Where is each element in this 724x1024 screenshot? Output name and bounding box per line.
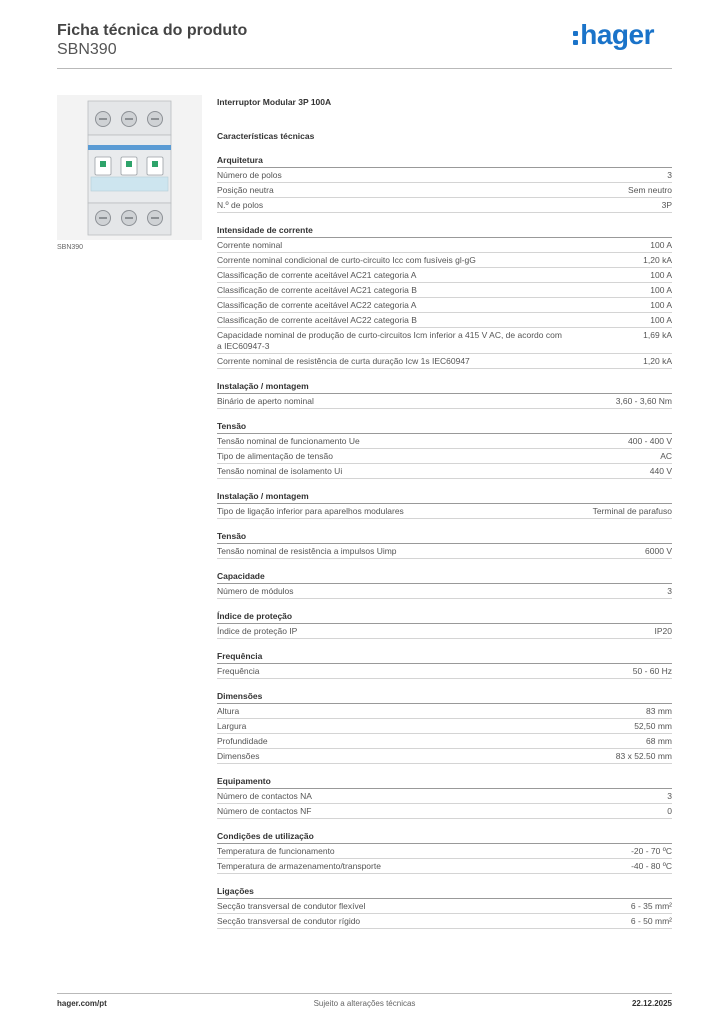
spec-section bbox=[217, 690, 672, 764]
spec-label: Secção transversal de condutor flexível bbox=[217, 901, 366, 911]
spec-label: Tipo de alimentação de tensão bbox=[217, 451, 333, 461]
spec-value: 1,69 kA bbox=[643, 330, 672, 340]
footer-url[interactable]: hager.com/pt bbox=[57, 999, 107, 1008]
spec-label: N.º de polos bbox=[217, 200, 264, 210]
spec-section bbox=[217, 570, 672, 599]
spec-value: 50 - 60 Hz bbox=[632, 666, 672, 676]
spec-label: Capacidade nominal de produção de curto-circuitos Icm inferior a 415 V AC, de acordo com a IEC60947-3 bbox=[217, 330, 562, 351]
spec-row bbox=[217, 464, 672, 479]
spec-label: Índice de proteção IP bbox=[217, 626, 298, 636]
section-title: Índice de proteção bbox=[217, 610, 672, 624]
spec-value: Terminal de parafuso bbox=[592, 506, 672, 516]
spec-value: 100 A bbox=[650, 270, 672, 280]
spec-row bbox=[217, 789, 672, 804]
spec-row bbox=[217, 434, 672, 449]
spec-row bbox=[217, 504, 672, 519]
footer-date: 22.12.2025 bbox=[631, 999, 672, 1008]
spec-section bbox=[217, 830, 672, 874]
page-footer bbox=[57, 993, 672, 1014]
spec-value: -40 - 80 ºC bbox=[631, 861, 672, 871]
spec-row bbox=[217, 313, 672, 328]
tech-heading: Características técnicas bbox=[217, 131, 315, 141]
spec-value: 3 bbox=[667, 586, 672, 596]
product-name: Interruptor Modular 3P 100A bbox=[217, 97, 332, 107]
spec-value: AC bbox=[660, 451, 672, 461]
spec-label: Classificação de corrente aceitável AC21 categoria A bbox=[217, 270, 417, 280]
section-title: Dimensões bbox=[217, 690, 672, 704]
spec-row bbox=[217, 584, 672, 599]
spec-row bbox=[217, 238, 672, 253]
spec-section bbox=[217, 380, 672, 409]
spec-label: Tensão nominal de isolamento Ui bbox=[217, 466, 343, 476]
spec-label: Binário de aperto nominal bbox=[217, 396, 314, 406]
logo-text: hager bbox=[580, 19, 654, 50]
product-image bbox=[57, 95, 202, 240]
spec-row bbox=[217, 394, 672, 409]
spec-value: 100 A bbox=[650, 300, 672, 310]
spec-section bbox=[217, 224, 672, 369]
spec-row bbox=[217, 844, 672, 859]
spec-label: Frequência bbox=[217, 666, 260, 676]
spec-label: Secção transversal de condutor rígido bbox=[217, 916, 361, 926]
spec-row bbox=[217, 719, 672, 734]
switch-illustration-icon bbox=[57, 95, 202, 240]
spec-section bbox=[217, 154, 672, 213]
section-title: Capacidade bbox=[217, 570, 672, 584]
spec-label: Tipo de ligação inferior para aparelhos modulares bbox=[217, 506, 404, 516]
section-title: Instalação / montagem bbox=[217, 490, 672, 504]
spec-value: Sem neutro bbox=[628, 185, 672, 195]
logo-dots-icon bbox=[573, 29, 578, 47]
spec-value: 1,20 kA bbox=[643, 356, 672, 366]
spec-value: 83 x 52.50 mm bbox=[615, 751, 672, 761]
section-title: Tensão bbox=[217, 530, 672, 544]
spec-row bbox=[217, 283, 672, 298]
spec-label: Corrente nominal condicional de curto-circuito Icc com fusíveis gl-gG bbox=[217, 255, 476, 265]
section-title: Ligações bbox=[217, 885, 672, 899]
spec-label: Classificação de corrente aceitável AC22 categoria B bbox=[217, 315, 417, 325]
spec-label: Temperatura de armazenamento/transporte bbox=[217, 861, 381, 871]
spec-label: Dimensões bbox=[217, 751, 260, 761]
spec-row bbox=[217, 804, 672, 819]
spec-row bbox=[217, 183, 672, 198]
spec-label: Número de contactos NF bbox=[217, 806, 312, 816]
spec-value: 3,60 - 3,60 Nm bbox=[615, 396, 672, 406]
hager-logo bbox=[573, 20, 654, 50]
spec-label: Número de módulos bbox=[217, 586, 294, 596]
spec-row bbox=[217, 168, 672, 183]
spec-row bbox=[217, 328, 672, 354]
spec-row bbox=[217, 268, 672, 283]
spec-value: -20 - 70 ºC bbox=[631, 846, 672, 856]
spec-row bbox=[217, 914, 672, 929]
spec-label: Número de contactos NA bbox=[217, 791, 312, 801]
section-title: Instalação / montagem bbox=[217, 380, 672, 394]
spec-value: 68 mm bbox=[646, 736, 672, 746]
section-title: Frequência bbox=[217, 650, 672, 664]
image-caption: SBN390 bbox=[57, 244, 84, 251]
product-code: SBN390 bbox=[57, 41, 117, 58]
spec-section bbox=[217, 420, 672, 479]
spec-section bbox=[217, 650, 672, 679]
spec-row bbox=[217, 734, 672, 749]
spec-row bbox=[217, 198, 672, 213]
section-title: Intensidade de corrente bbox=[217, 224, 672, 238]
spec-row bbox=[217, 664, 672, 679]
section-title: Arquitetura bbox=[217, 154, 672, 168]
spec-row bbox=[217, 624, 672, 639]
spec-row bbox=[217, 749, 672, 764]
spec-value: 100 A bbox=[650, 285, 672, 295]
spec-row bbox=[217, 544, 672, 559]
section-title: Equipamento bbox=[217, 775, 672, 789]
spec-label: Posição neutra bbox=[217, 185, 274, 195]
spec-section bbox=[217, 530, 672, 559]
footer-notice: Sujeito a alterações técnicas bbox=[313, 999, 416, 1008]
spec-value: 6 - 50 mm² bbox=[630, 916, 672, 926]
spec-value: IP20 bbox=[654, 626, 672, 636]
page-title: Ficha técnica do produto bbox=[57, 22, 248, 39]
spec-label: Tensão nominal de resistência a impulsos Uimp bbox=[217, 546, 397, 556]
spec-row bbox=[217, 354, 672, 369]
spec-value: 3P bbox=[661, 200, 672, 210]
spec-value: 52,50 mm bbox=[634, 721, 672, 731]
spec-label: Classificação de corrente aceitável AC21 categoria B bbox=[217, 285, 417, 295]
page-header bbox=[57, 20, 672, 69]
spec-value: 6000 V bbox=[645, 546, 672, 556]
spec-row bbox=[217, 704, 672, 719]
spec-value: 1,20 kA bbox=[643, 255, 672, 265]
spec-value: 440 V bbox=[649, 466, 672, 476]
spec-row bbox=[217, 449, 672, 464]
spec-section bbox=[217, 610, 672, 639]
spec-value: 83 mm bbox=[646, 706, 672, 716]
spec-label: Temperatura de funcionamento bbox=[217, 846, 335, 856]
spec-row bbox=[217, 859, 672, 874]
spec-section bbox=[217, 885, 672, 929]
spec-label: Tensão nominal de funcionamento Ue bbox=[217, 436, 360, 446]
spec-label: Corrente nominal bbox=[217, 240, 283, 250]
spec-value: 100 A bbox=[650, 240, 672, 250]
spec-label: Classificação de corrente aceitável AC22 categoria A bbox=[217, 300, 417, 310]
spec-label: Número de polos bbox=[217, 170, 282, 180]
section-title: Condições de utilização bbox=[217, 830, 672, 844]
spec-value: 400 - 400 V bbox=[628, 436, 672, 446]
spec-value: 6 - 35 mm² bbox=[630, 901, 672, 911]
spec-label: Corrente nominal de resistência de curta duração Icw 1s IEC60947 bbox=[217, 356, 470, 366]
spec-label: Profundidade bbox=[217, 736, 268, 746]
spec-label: Altura bbox=[217, 706, 240, 716]
spec-content bbox=[217, 96, 672, 940]
spec-value: 0 bbox=[667, 806, 672, 816]
spec-label: Largura bbox=[217, 721, 247, 731]
spec-value: 3 bbox=[667, 170, 672, 180]
spec-row bbox=[217, 298, 672, 313]
spec-sections bbox=[217, 154, 672, 929]
spec-value: 100 A bbox=[650, 315, 672, 325]
spec-row bbox=[217, 899, 672, 914]
spec-value: 3 bbox=[667, 791, 672, 801]
section-title: Tensão bbox=[217, 420, 672, 434]
spec-section bbox=[217, 775, 672, 819]
spec-row bbox=[217, 253, 672, 268]
spec-section bbox=[217, 490, 672, 519]
